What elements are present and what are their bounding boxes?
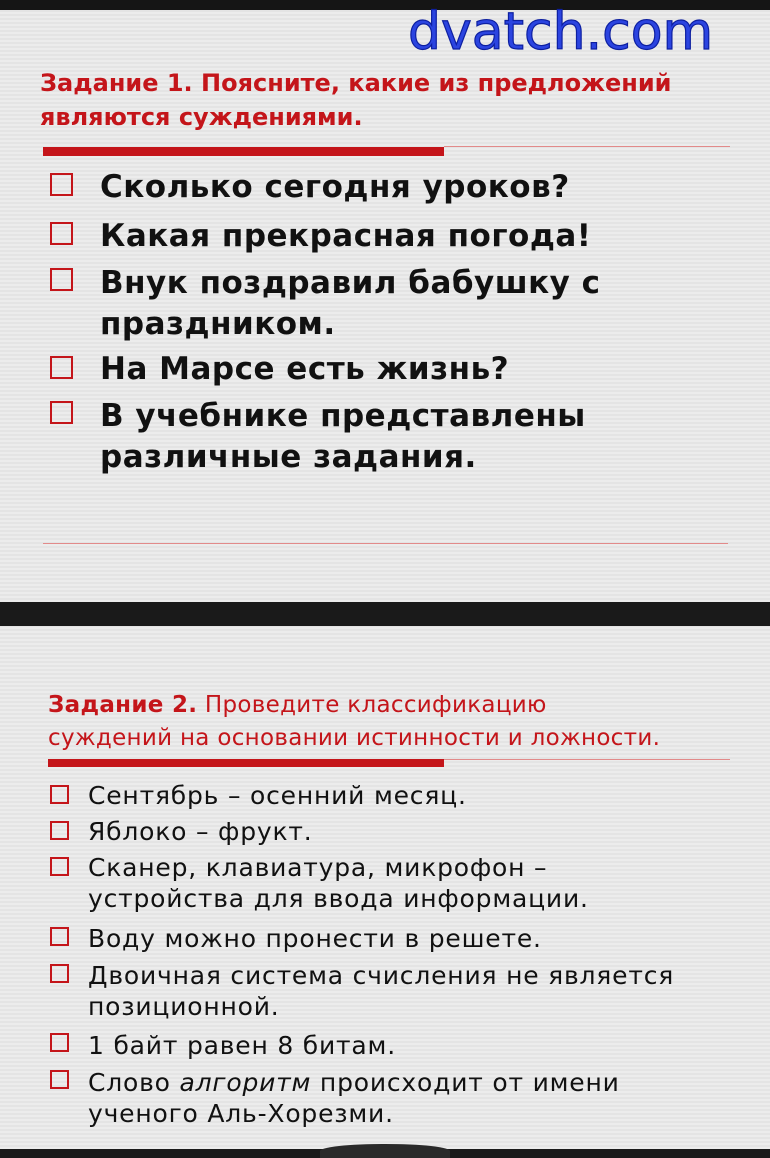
bottom-rule xyxy=(43,543,728,544)
item-line: Сентябрь – осенний месяц. xyxy=(88,781,467,810)
heading-underline-thick xyxy=(48,759,444,767)
item-text-post: происходит от имени xyxy=(311,1068,620,1097)
checkbox-icon[interactable] xyxy=(50,222,73,245)
task2-item-4 xyxy=(88,923,542,954)
task2-item-5 xyxy=(88,960,674,1022)
item-line: различные задания. xyxy=(100,439,477,475)
task1-heading-line1: Задание 1. Поясните, какие из предложений xyxy=(40,69,672,97)
task1-heading-line2: являются суждениями. xyxy=(40,103,363,131)
item-line: Сканер, клавиатура, микрофон – xyxy=(88,853,548,882)
item-line: На Марсе есть жизнь? xyxy=(100,351,510,387)
item-line: Сколько сегодня уроков? xyxy=(100,169,570,205)
item-text-pre: Слово xyxy=(88,1068,180,1097)
checkbox-icon[interactable] xyxy=(50,1033,69,1052)
checkbox-icon[interactable] xyxy=(50,356,73,379)
task1-item-4 xyxy=(100,349,509,390)
item-line: устройства для ввода информации. xyxy=(88,884,589,913)
task2-heading-line2: суждений на основании истинности и ложности. xyxy=(48,725,661,751)
slide-task-2 xyxy=(0,626,770,1149)
task2-heading-line1: Проведите классификацию xyxy=(197,692,547,718)
task2-heading xyxy=(48,689,748,755)
bottom-edge-shape xyxy=(320,1144,450,1158)
heading-underline-thin xyxy=(444,759,730,760)
slide-task-1 xyxy=(0,10,770,602)
item-line: Двоичная система счисления не является xyxy=(88,961,675,990)
checkbox-icon[interactable] xyxy=(50,785,69,804)
item-line: ученого Аль-Хорезми. xyxy=(88,1099,394,1128)
item-line: позиционной. xyxy=(88,992,280,1021)
watermark-logo: dvatch.com xyxy=(408,2,714,62)
task2-heading-bold: Задание 2. xyxy=(48,692,198,718)
task1-item-2 xyxy=(100,216,591,257)
checkbox-icon[interactable] xyxy=(50,173,73,196)
checkbox-icon[interactable] xyxy=(50,1070,69,1089)
item-text-italic: алгоритм xyxy=(179,1068,312,1097)
item-line: В учебнике представлены xyxy=(100,398,586,434)
item-line: Какая прекрасная погода! xyxy=(100,218,592,254)
task2-item-6 xyxy=(88,1030,396,1061)
task1-item-5 xyxy=(100,396,586,478)
task2-item-1 xyxy=(88,780,467,811)
task2-item-2 xyxy=(88,816,313,847)
item-line: праздником. xyxy=(100,306,336,342)
checkbox-icon[interactable] xyxy=(50,268,73,291)
task1-item-1 xyxy=(100,167,570,208)
task2-item-3 xyxy=(88,852,589,914)
checkbox-icon[interactable] xyxy=(50,927,69,946)
item-line: 1 байт равен 8 битам. xyxy=(88,1031,396,1060)
task1-heading xyxy=(40,66,740,134)
checkbox-icon[interactable] xyxy=(50,857,69,876)
heading-underline-thick xyxy=(43,147,444,156)
checkbox-icon[interactable] xyxy=(50,821,69,840)
item-line: Внук поздравил бабушку с xyxy=(100,265,601,301)
heading-underline-thin xyxy=(444,146,730,147)
item-line: Воду можно пронести в решете. xyxy=(88,924,542,953)
item-line xyxy=(88,1067,620,1098)
item-line: Яблоко – фрукт. xyxy=(88,817,313,846)
checkbox-icon[interactable] xyxy=(50,401,73,424)
checkbox-icon[interactable] xyxy=(50,964,69,983)
task2-item-7 xyxy=(88,1067,620,1129)
task1-item-3 xyxy=(100,263,601,345)
